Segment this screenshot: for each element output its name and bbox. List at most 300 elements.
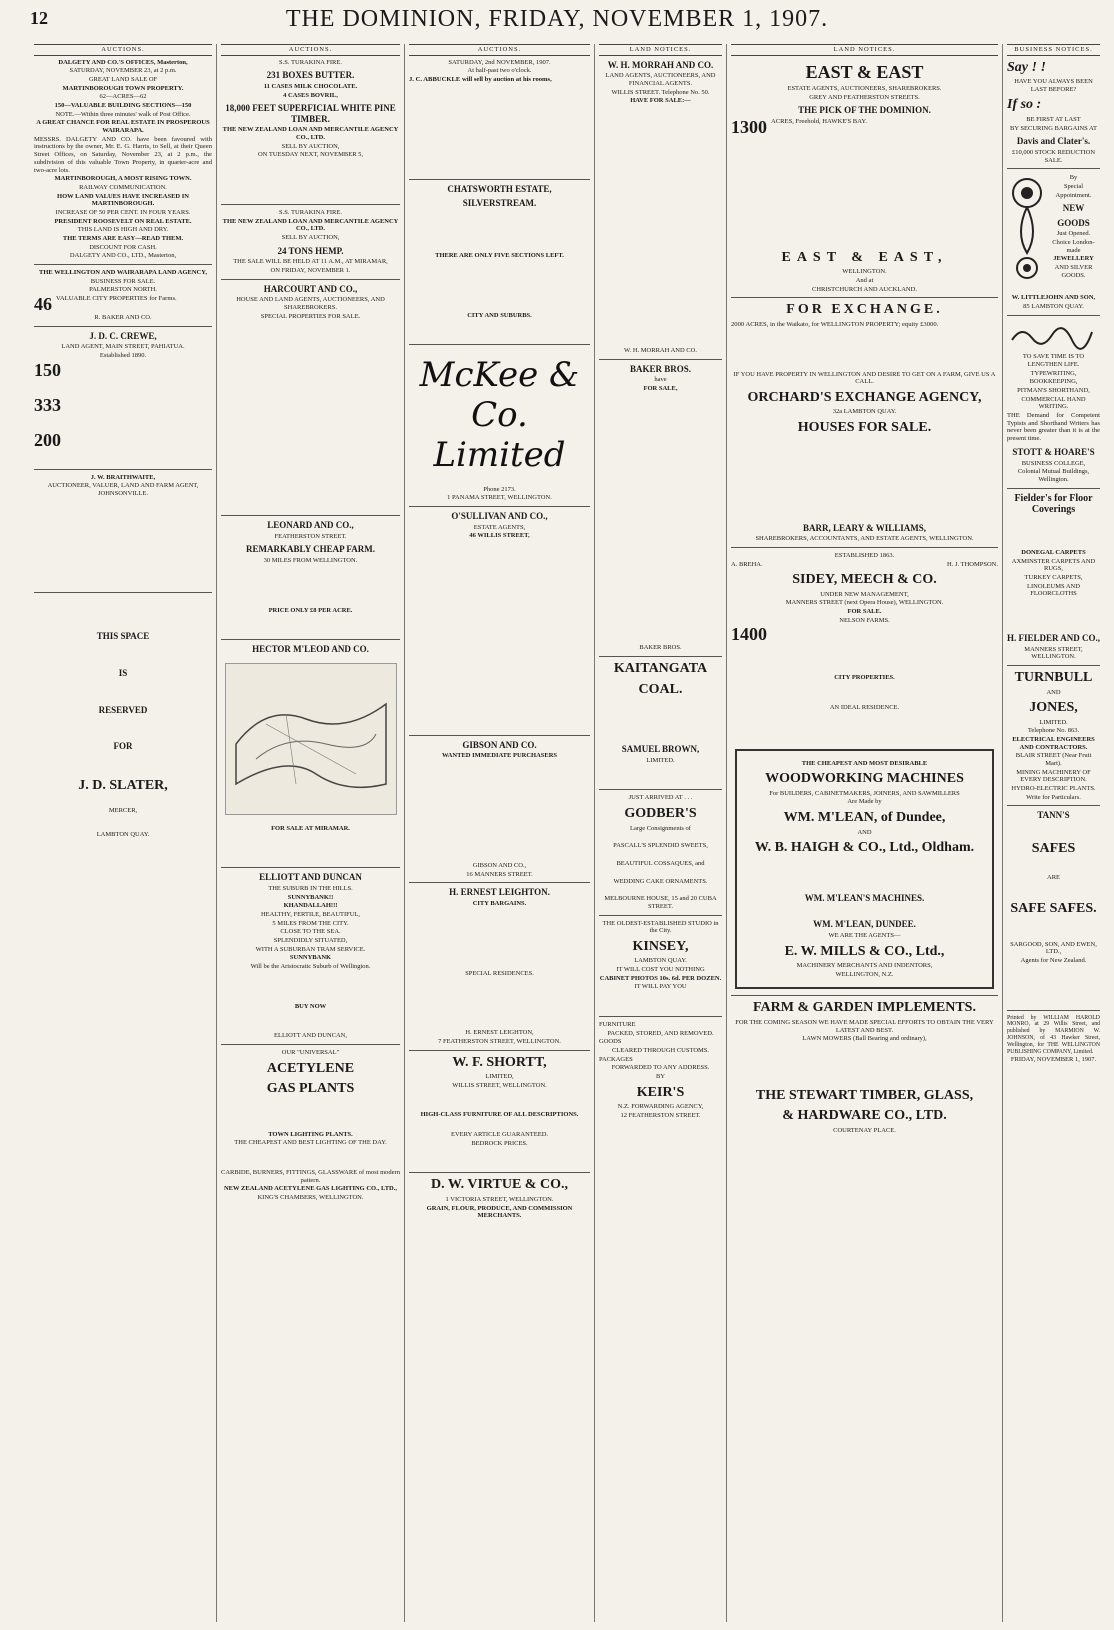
ad-text: A. BREHA. — [731, 560, 763, 568]
ad-text: TO SAVE TIME IS TO LENGTHEN LIFE. — [1022, 353, 1085, 368]
ad-text: Write for Particulars. — [1026, 793, 1081, 801]
ad-text: CARBIDE, BURNERS, FITTINGS, GLASSWARE of most modern pattern. — [221, 1168, 400, 1184]
ad-text: LAND AGENTS, AUCTIONEERS, AND FINANCIAL AGENTS. — [605, 72, 716, 87]
ad-text: 1 PANAMA STREET, WELLINGTON. — [447, 494, 552, 502]
ad-heading: WM. M'LEAN, of Dundee, — [783, 810, 946, 826]
ad-heading: SAFES — [1031, 840, 1076, 856]
ad-text: PALMERSTON NORTH. — [89, 286, 157, 294]
ad-heading: MARTINBOROUGH TOWN PROPERTY. — [62, 84, 184, 92]
ad-body: VALUABLE CITY PROPERTIES for Farms. — [56, 294, 177, 302]
ad-text: ESTATE AGENTS, — [473, 523, 526, 531]
imprint-date: FRIDAY, NOVEMBER 1, 1907. — [1010, 1056, 1097, 1064]
ad-text: MANNERS STREET (next Opera House), WELLINGTON. — [785, 599, 944, 607]
ad-text: LIMITED. — [646, 756, 675, 764]
ad-text: COMMERCIAL HAND WRITING. — [1021, 395, 1086, 411]
ad-heading: THE WELLINGTON AND WAIRARAPA LAND AGENCY, — [39, 268, 207, 276]
ad-heading: SILVERSTREAM. — [462, 198, 537, 209]
ad-heading: H. ERNEST LEIGHTON. — [449, 887, 550, 898]
ad-text: AND SILVER GOODS. — [1054, 264, 1093, 279]
ad-heading: O'SULLIVAN AND CO., — [451, 510, 548, 521]
ad-text: COURTENAY PLACE. — [833, 1127, 896, 1134]
ad-text: SUNNYBANK!! — [287, 893, 334, 901]
acre-number: 46 — [34, 293, 52, 314]
jewellery-ornament-icon — [1007, 173, 1047, 293]
divider — [221, 515, 400, 516]
ad-text: have — [654, 376, 667, 384]
divider — [409, 344, 590, 345]
ad-heading: KAITANGATA — [613, 661, 708, 677]
ad-heading: EAST & EAST — [805, 61, 924, 82]
ad-text: AND — [857, 828, 872, 836]
acre-number: 150 — [34, 359, 61, 380]
ad-text: HIGH-CLASS FURNITURE OF ALL DESCRIPTIONS. — [420, 1111, 579, 1119]
column-header: AUCTIONS. — [221, 44, 400, 56]
ad-text: JEWELLERY — [1053, 255, 1094, 263]
ad-text: FOR SALE, — [643, 384, 678, 392]
ad-text: AN IDEAL RESIDENCE. — [829, 703, 900, 711]
ad-body: J. C. ABBUCKLE will sell by auction at his rooms, — [409, 75, 552, 83]
ad-text: THE SUBURB IN THE HILLS. — [268, 885, 353, 893]
ad-text: £10,000 STOCK REDUCTION SALE. — [1011, 148, 1096, 164]
ad-text: THE SALE WILL BE HELD AT 11 A.M., AT MIRAMAR, — [233, 258, 388, 266]
divider — [1007, 665, 1100, 666]
ad-heading: H. FIELDER AND CO., — [1007, 633, 1101, 644]
ad-text: Colonial Mutual Buildings, Wellington. — [1017, 468, 1090, 483]
ad-text: DONEGAL CARPETS — [1021, 549, 1086, 557]
ad-text: HOUSE AND LAND AGENTS, AUCTIONEERS, AND SHAREBROKERS. — [236, 296, 385, 311]
ad-text: S.S. TURAKINA FIRE. — [279, 209, 342, 217]
ad-text: Phone 2173. — [483, 485, 516, 493]
ad-heading: D. W. VIRTUE & CO., — [431, 1177, 568, 1193]
ad-text: FOR SALE AT MIRAMAR. — [271, 824, 350, 832]
ad-text: PACKAGES — [599, 1055, 633, 1063]
divider — [731, 547, 998, 548]
column-2 — [217, 44, 405, 1622]
ad-heading: SAFE SAFES. — [1010, 901, 1097, 917]
ad-text: 5 MILES FROM THE CITY. — [272, 919, 349, 927]
ad-text: 30 MILES FROM WELLINGTON. — [263, 557, 358, 565]
ad-text: By — [1069, 174, 1078, 182]
ad-heading: E. W. MILLS & CO., Ltd., — [784, 943, 945, 959]
ad-text: THE NEW ZEALAND LOAN AND MERCANTILE AGENCY CO., LTD. — [222, 217, 399, 233]
ad-heading: J. D. C. CREWE, — [89, 330, 157, 341]
ad-text: WANTED IMMEDIATE PURCHASERS — [441, 752, 558, 760]
acre-number: 333 — [34, 394, 61, 415]
ad-text: Telephone No. 863. — [1027, 727, 1080, 735]
ad-text: ON FRIDAY, NOVEMBER 1. — [270, 266, 351, 274]
ad-text: THE CHEAPEST AND MOST DESIRABLE — [801, 759, 928, 767]
divider — [34, 592, 212, 593]
ad-text: KING'S CHAMBERS, WELLINGTON. — [257, 1193, 364, 1201]
ad-text: Appointment. — [1055, 191, 1092, 199]
ad-heading: KINSEY, — [632, 938, 689, 954]
ad-text: GRAIN, FLOUR, PRODUCE, AND COMMISSION MERCHANTS. — [426, 1204, 573, 1220]
ad-heading: STOTT & HOARE'S — [1012, 446, 1095, 457]
ad-text: WEDDING CAKE ORNAMENTS. — [613, 877, 708, 885]
ad-text: SELL BY AUCTION, — [281, 142, 340, 150]
ad-text: NOTE.—Within three minutes' walk of Post Office. — [55, 110, 191, 118]
ad-heading: GAS PLANTS — [266, 1081, 355, 1097]
ad-text: ELECTRICAL ENGINEERS AND CONTRACTORS. — [1012, 736, 1095, 751]
ad-text: At half-past two o'clock. — [467, 67, 532, 75]
ad-text: THE CHEAPEST AND BEST LIGHTING OF THE DAY. — [234, 1139, 387, 1147]
ad-text: SPECIAL PROPERTIES FOR SALE. — [260, 312, 361, 320]
ad-text: BEDROCK PRICES. — [471, 1139, 528, 1147]
ad-heading: SIDEY, MEECH & CO. — [792, 572, 937, 588]
ad-text: EVERY ARTICLE GUARANTEED. — [450, 1131, 549, 1139]
mckee-logo: McKee & Co. Limited — [419, 355, 580, 476]
ad-text: WITH A SUBURBAN TRAM SERVICE. — [255, 945, 366, 953]
ad-text: CLEARED THROUGH CUSTOMS. — [611, 1046, 710, 1054]
column-6 — [1003, 44, 1104, 1622]
ad-text: 16 MANNERS STREET. — [466, 870, 533, 878]
hand-lettering-icon — [1007, 320, 1097, 350]
ad-body: MESSRS. DALGETY AND CO. have been favoured with instructions by the owner, Mr. E. G. Harris, to Sell, at their Queen Street Offices, on Saturday, November 23, at 2 p.m., the subdivision of this valuable Town Property, in quarter-acre and two-acre lots. — [34, 135, 212, 174]
ad-text: MELBOURNE HOUSE, 15 and 20 CUBA STREET. — [604, 895, 717, 910]
ad-text: NELSON FARMS. — [839, 616, 890, 624]
divider — [1007, 488, 1100, 489]
ad-heading: TURNBULL — [1014, 670, 1093, 685]
ad-heading: WOODWORKING MACHINES — [765, 771, 964, 787]
ad-text: BOOKKEEPING, — [1029, 378, 1078, 386]
ad-text: AXMINSTER CARPETS AND RUGS, — [1011, 557, 1096, 573]
ad-heading: HARCOURT AND CO., — [263, 283, 358, 294]
ad-text: ARE — [1047, 874, 1060, 882]
divider — [221, 204, 400, 205]
ad-text: IT WILL COST YOU NOTHING — [616, 966, 705, 974]
ad-heading: REMARKABLY CHEAP FARM. — [246, 544, 375, 555]
column-3 — [405, 44, 595, 1622]
page-columns — [30, 44, 1104, 1622]
ad-text: 85 LAMBTON QUAY. — [1023, 302, 1084, 310]
divider — [34, 326, 212, 327]
ad-text: THERE ARE ONLY FIVE SECTIONS LEFT. — [435, 251, 564, 259]
ad-text: And at — [855, 276, 874, 284]
ad-heading: WM. M'LEAN, DUNDEE. — [813, 919, 916, 930]
ad-heading: ORCHARD'S EXCHANGE AGENCY, — [747, 389, 982, 405]
ad-text: RAILWAY COMMUNICATION. — [79, 184, 167, 192]
ad-text: S.S. TURAKINA FIRE. — [279, 58, 342, 66]
ad-heading: J. D. SLATER, — [78, 777, 168, 793]
column-5 — [727, 44, 1003, 1622]
ad-text: SATURDAY, NOVEMBER 23, at 2 p.m. — [69, 67, 177, 75]
ad-heading: KEIR'S — [636, 1084, 685, 1100]
ad-text: IF YOU HAVE PROPERTY IN WELLINGTON AND DESIRE TO GET ON A FARM, GIVE US A CALL. — [733, 370, 996, 386]
ad-text: CLOSE TO THE SEA. — [280, 928, 341, 936]
ad-text: JUST ARRIVED AT . . . — [628, 794, 693, 802]
ad-text: Just Opened. — [1056, 230, 1091, 238]
ad-heading: HECTOR M'LEOD AND CO. — [252, 644, 369, 655]
ad-heading: J. W. BRAITHWAITE, — [90, 473, 156, 481]
ad-heading: THE STEWART TIMBER, GLASS, — [755, 1087, 974, 1103]
ad-heading: 18,000 FEET SUPERFICIAL WHITE PINE TIMBER. — [225, 103, 396, 124]
ad-text: 11 CASES MILK CHOCOLATE. — [263, 82, 358, 90]
ad-heading: Say ! ! — [1007, 59, 1046, 75]
column-header: LAND NOTICES. — [731, 44, 998, 56]
ad-body: ACRES, Freehold, HAWKE'S BAY. — [771, 117, 867, 125]
ad-text: SARGOOD, SON, AND EWEN, LTD., — [1010, 940, 1097, 956]
ad-heading: If so : — [1007, 97, 1042, 113]
ad-heading: WM. M'LEAN'S MACHINES. — [804, 892, 925, 903]
ad-text: WELLINGTON. — [842, 268, 887, 276]
ad-text: UNDER NEW MANAGEMENT, — [820, 590, 909, 598]
divider — [599, 359, 722, 360]
woodworking-ad — [735, 749, 994, 990]
ad-text: H. J. THOMPSON. — [947, 560, 998, 568]
ad-heading: W. F. SHORTT, — [452, 1054, 547, 1070]
ad-text: GOODS — [599, 1038, 622, 1046]
ad-heading: LEONARD AND CO., — [267, 520, 354, 531]
column-header: AUCTIONS. — [34, 44, 212, 56]
ad-text: BUY NOW — [294, 1002, 327, 1010]
ad-text: WELLINGTON, N.Z. — [835, 970, 894, 978]
ad-text: Large Consignments of — [630, 824, 691, 832]
acre-number: 200 — [34, 429, 61, 450]
ad-heading: FOR EXCHANGE. — [786, 302, 943, 318]
ad-text: BY — [655, 1072, 666, 1080]
ad-text: N.Z. FORWARDING AGENCY, — [617, 1103, 704, 1111]
ad-text: GREAT LAND SALE OF — [88, 75, 158, 83]
ad-text: 12 FEATHERSTON STREET. — [620, 1111, 701, 1119]
ad-text: DISCOUNT FOR CASH. — [89, 243, 157, 251]
ad-heading: ELLIOTT AND DUNCAN — [259, 872, 362, 883]
ad-heading: COAL. — [638, 681, 683, 697]
ad-text: FURNITURE — [599, 1020, 636, 1028]
ad-heading: 150—VALUABLE BUILDING SECTIONS—150 — [54, 101, 192, 109]
ad-text: FOR — [113, 741, 133, 752]
divider — [221, 867, 400, 868]
ad-heading: HOUSES FOR SALE. — [797, 420, 932, 436]
divider — [409, 1050, 590, 1051]
ad-heading: JONES, — [1029, 700, 1078, 716]
ad-text: TOWN LIGHTING PLANTS. — [268, 1130, 353, 1138]
ad-text: BEAUTIFUL COSSAQUES, and — [616, 859, 705, 867]
divider — [1007, 168, 1100, 169]
ad-heading: TANN'S — [1037, 810, 1070, 821]
divider — [731, 995, 998, 996]
masthead — [0, 0, 1114, 40]
ad-text: HAVE FOR SALE:— — [630, 97, 691, 105]
ad-text: FOR SALE. — [847, 607, 882, 615]
ad-text: CITY PROPERTIES. — [834, 674, 895, 682]
ad-heading: MARTINBOROUGH, A MOST RISING TOWN. — [54, 175, 192, 183]
divider — [409, 882, 590, 883]
ad-text: 32a LAMBTON QUAY. — [832, 408, 897, 416]
ad-text: 4 CASES BOVRIL, — [283, 91, 338, 99]
ad-text: BUSINESS FOR SALE. — [90, 277, 156, 285]
divider — [599, 915, 722, 916]
ad-heading: HOW LAND VALUES HAVE INCREASED IN MARTINBOROUGH. — [57, 192, 189, 208]
ad-heading: A GREAT CHANCE FOR REAL ESTATE IN PROSPEROUS WAIRARAPA. — [36, 119, 210, 134]
ad-signature: H. ERNEST LEIGHTON, — [465, 1029, 534, 1037]
ad-heading: Davis and Clater's. — [1016, 136, 1091, 147]
ad-heading: GIBSON AND CO. — [462, 739, 537, 750]
ad-heading: EAST & EAST, — [781, 249, 948, 265]
ad-text: 1 VICTORIA STREET, WELLINGTON. — [445, 1195, 554, 1203]
ad-text: HYDRO-ELECTRIC PLANTS. — [1011, 784, 1096, 792]
ad-text: CITY BARGAINS. — [472, 900, 527, 908]
ad-text: HEALTHY, FERTILE, BEAUTIFUL, — [260, 911, 361, 918]
ad-text: INCREASE OF 50 PER CENT. IN FOUR YEARS. — [55, 209, 191, 217]
ad-text: WE ARE THE AGENTS— — [828, 932, 901, 939]
ad-heading: BAKER BROS. — [629, 363, 691, 374]
divider — [409, 735, 590, 736]
ad-signature: R. BAKER AND CO. — [94, 313, 152, 321]
ad-text: TYPEWRITING, — [1030, 369, 1077, 377]
ad-signature: DALGETY AND CO., LTD., Masterton, — [69, 252, 177, 260]
ad-text: PACKED, STORED, AND REMOVED. — [607, 1029, 714, 1037]
ad-heading: FARM & GARDEN IMPLEMENTS. — [753, 1000, 976, 1016]
newspaper-title: THE DOMINION, FRIDAY, NOVEMBER 1, 1907. — [285, 6, 829, 32]
ad-text: THE OLDEST-ESTABLISHED STUDIO in the City. — [602, 919, 719, 935]
column-header: LAND NOTICES. — [599, 44, 722, 56]
divider — [599, 1016, 722, 1017]
ad-text: LIMITED. — [1039, 718, 1068, 726]
divider — [221, 1044, 400, 1045]
divider — [1007, 805, 1100, 806]
divider — [409, 506, 590, 507]
ad-text: W. LITTLEJOHN AND SON, — [1011, 294, 1096, 302]
ad-signature: W. H. MORRAH AND CO. — [624, 346, 697, 354]
divider — [599, 789, 722, 790]
ad-heading: 24 TONS HEMP. — [277, 245, 344, 256]
ad-text: FORWARDED TO ANY ADDRESS. — [611, 1064, 710, 1072]
ad-text: GREY AND FEATHERSTON STREETS. — [809, 93, 920, 101]
acre-number: 1400 — [731, 624, 767, 645]
ad-heading: BARR, LEARY & WILLIAMS, — [803, 522, 926, 533]
ad-text: PITMAN'S SHORTHAND, — [1017, 386, 1090, 394]
ad-text: Agents for New Zealand. — [1020, 956, 1087, 964]
ad-text: LAMBTON QUAY. — [96, 831, 150, 839]
ad-signature: GIBSON AND CO., — [472, 862, 527, 870]
ad-signature: BAKER BROS. — [639, 644, 682, 652]
ad-text: SATURDAY, 2nd NOVEMBER, 1907. — [448, 58, 551, 66]
ad-text: BLAIR STREET (Near Fruit Mart). — [1015, 752, 1092, 767]
imprint: Printed by WILLIAM HAROLD MONRO, at 29 Willis Street, and published by MARMION W. JOHNSON, of 43 Hawker Street, Wellington, for THE WELLINGTON PUBLISHING COMPANY, Limited. — [1007, 1014, 1100, 1055]
divider — [1007, 1010, 1100, 1011]
ad-text: WILLIS STREET. — [611, 88, 661, 96]
ad-text: CABINET PHOTOS 10s. 6d. PER DOZEN. — [599, 974, 722, 982]
ad-text: RESERVED — [98, 704, 148, 715]
ad-text: LINOLEUMS AND FLOORCLOTHS — [1027, 582, 1080, 598]
ad-text: MERCER, — [108, 807, 138, 815]
ad-text: MACHINERY MERCHANTS AND INDENTORS, — [796, 962, 933, 970]
ad-text: Special — [1063, 182, 1084, 190]
ad-text: LAMBTON QUAY. — [634, 957, 687, 965]
ad-heading: NEW — [1062, 203, 1085, 214]
ad-text: Are Made by — [847, 798, 882, 806]
divider — [409, 179, 590, 180]
column-header: AUCTIONS. — [409, 44, 590, 56]
ad-text: LAWN MOWERS (Ball Bearing and ordinary), — [802, 1035, 927, 1043]
ad-text: SUNNYBANK — [289, 954, 332, 962]
divider — [731, 297, 998, 298]
ad-text: 7 FEATHERSTON STREET, WELLINGTON. — [438, 1037, 561, 1045]
ad-text: 46 WILLIS STREET, — [469, 532, 530, 540]
ad-text: MANNERS STREET, WELLINGTON. — [1024, 645, 1083, 661]
ad-text: THE NEW ZEALAND LOAN AND MERCANTILE AGENCY CO., LTD. — [222, 126, 399, 142]
divider — [221, 279, 400, 280]
ad-text: Will be the Aristocratic Suburb of Wellington. — [250, 962, 371, 970]
ad-heading: THE TERMS ARE EASY—READ THEM. — [62, 234, 184, 242]
ad-text: SPLENDIDLY SITUATED, — [273, 936, 348, 944]
ad-text: NEW ZEALAND ACETYLENE GAS LIGHTING CO., LTD., — [223, 1185, 397, 1193]
ad-heading: DALGETY AND CO.'S OFFICES, Masterton, — [58, 58, 188, 66]
divider — [1007, 315, 1100, 316]
ad-heading: Fielder's for Floor Coverings — [1014, 492, 1093, 516]
ad-text: PRICE ONLY £8 PER ACRE. — [268, 606, 353, 614]
ad-text: ESTABLISHED 1863. — [834, 551, 895, 559]
ad-text: AND — [1046, 688, 1061, 696]
divider — [221, 639, 400, 640]
ad-text: CHRISTCHURCH AND AUCKLAND. — [812, 285, 917, 293]
ad-text: MINING MACHINERY OF EVERY DESCRIPTION. — [1016, 768, 1091, 784]
ad-text: SELL BY AUCTION, — [281, 234, 340, 242]
ad-signature: ELLIOTT AND DUNCAN, — [274, 1032, 347, 1040]
ad-text: CITY AND SUBURBS. — [467, 311, 532, 319]
ad-text: ON TUESDAY NEXT, NOVEMBER 5, — [257, 151, 364, 159]
ad-text: Established 1890. — [99, 351, 147, 359]
ad-text: Choice London-made — [1052, 239, 1095, 254]
ad-text: TURKEY CARPETS, — [1024, 574, 1083, 582]
acre-number: 1300 — [731, 116, 767, 137]
ad-text: THIS SPACE — [96, 631, 150, 642]
ad-body: 2000 ACRES, in the Waikato, for WELLINGTON PROPERTY; equity £3000. — [731, 320, 939, 328]
column-4 — [595, 44, 727, 1622]
page-number: 12 — [30, 8, 48, 28]
ad-text: KHANDALLAH!!! — [283, 902, 338, 910]
ad-text: THIS LAND IS HIGH AND DRY. — [77, 226, 169, 234]
ad-heading: CHATSWORTH ESTATE, — [447, 183, 552, 194]
ad-text: WILLIS STREET, WELLINGTON. — [452, 1081, 547, 1089]
ad-text: FEATHERSTON STREET. — [274, 532, 347, 540]
ad-text: AUCTIONEER, VALUER, LAND AND FARM AGENT, JOHNSONVILLE. — [47, 482, 199, 497]
ad-text: SHAREBROKERS, ACCOUNTANTS, AND ESTATE AGENTS, WELLINGTON. — [755, 535, 974, 543]
ad-text: OUR "UNIVERSAL" — [281, 1048, 340, 1056]
ad-text: IT WILL PAY YOU — [634, 983, 687, 991]
ad-heading: 231 BOXES BUTTER. — [266, 70, 355, 81]
ad-heading: W. B. HAIGH & CO., Ltd., Oldham. — [754, 840, 975, 856]
column-1 — [30, 44, 217, 1622]
ad-text: Telephone No. 50. — [661, 88, 710, 96]
ad-text: FOR THE COMING SEASON WE HAVE MADE SPECIAL EFFORTS TO OBTAIN THE VERY LATEST AND BEST. — [735, 1019, 994, 1034]
ad-heading: PRESIDENT ROOSEVELT ON REAL ESTATE. — [54, 217, 192, 225]
ad-heading: & HARDWARE CO., LTD. — [782, 1108, 947, 1124]
divider — [599, 656, 722, 657]
divider — [34, 264, 212, 265]
ad-text: 62—ACRES—62 — [99, 93, 147, 101]
ad-heading: THE PICK OF THE DOMINION. — [798, 105, 931, 116]
ad-text: BY SECURING BARGAINS AT — [1010, 124, 1097, 132]
ad-body: THE Demand for Competent Typists and Shorthand Writers has never been greater than it is at the present time. — [1007, 411, 1100, 443]
ad-heading: SAMUEL BROWN, — [621, 744, 700, 755]
column-header: BUSINESS NOTICES. — [1007, 44, 1100, 56]
ad-text: BE FIRST AT LAST — [1026, 116, 1081, 123]
ad-text: For BUILDERS, CABINETMAKERS, JOINERS, AND SAWMILLERS — [769, 789, 960, 797]
ad-text: IS — [118, 668, 128, 679]
ad-text: BUSINESS COLLEGE, — [1021, 459, 1086, 467]
divider — [34, 469, 212, 470]
ad-heading: ACETYLENE — [266, 1060, 355, 1076]
ad-heading: W. H. MORRAH AND CO. — [607, 59, 714, 70]
ad-text: ESTATE AGENTS, AUCTIONEERS, SHAREBROKERS. — [787, 84, 942, 92]
ad-text: SPECIAL RESIDENCES. — [465, 969, 534, 977]
ad-text: PASCALL'S SPLENDID SWEETS, — [613, 842, 708, 850]
ad-heading: GOODS — [1057, 217, 1090, 228]
map-illustration — [225, 663, 397, 815]
ad-text: LIMITED, — [485, 1073, 514, 1081]
ad-heading: GODBER'S — [624, 806, 697, 822]
